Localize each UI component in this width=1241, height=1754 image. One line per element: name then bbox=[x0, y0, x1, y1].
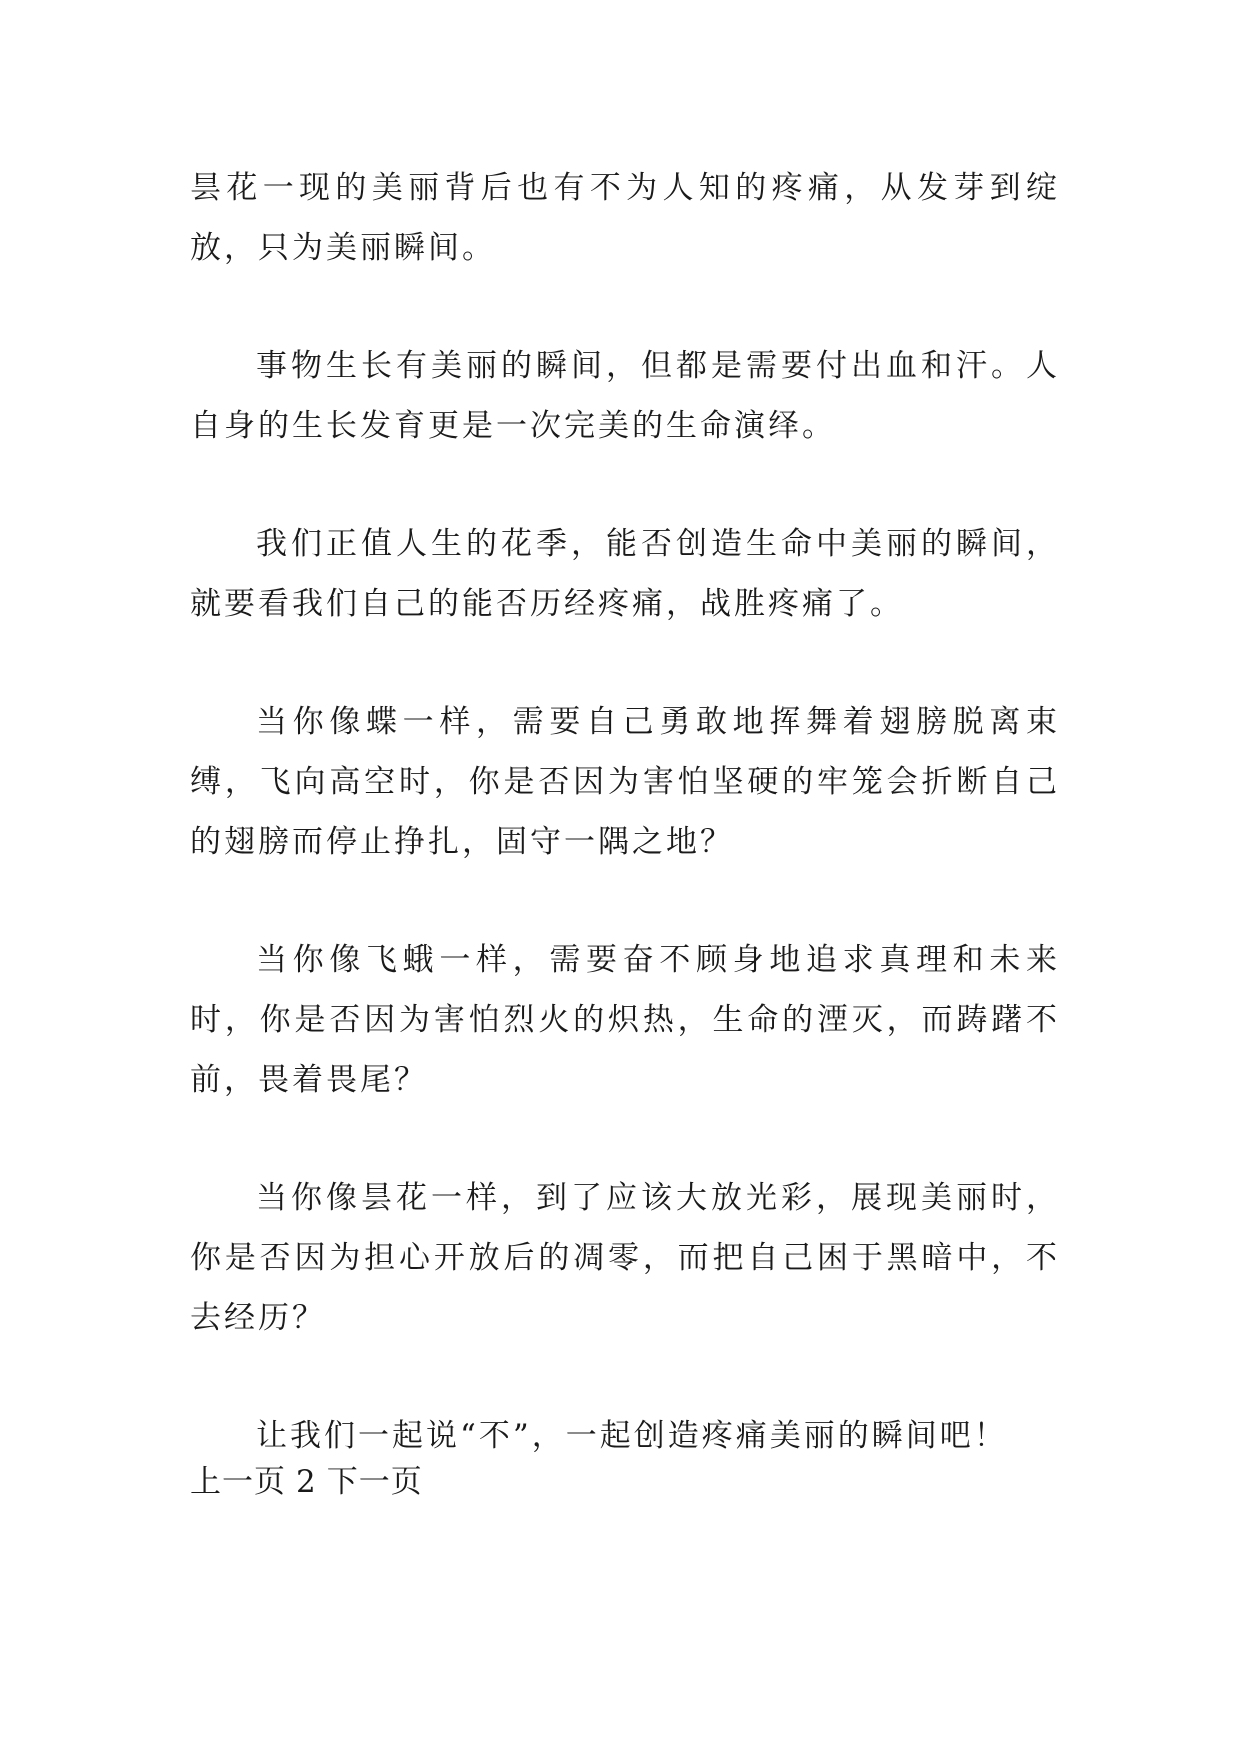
paragraph-spacer bbox=[190, 1110, 1060, 1168]
pagination bbox=[190, 1452, 433, 1512]
paragraph-spacer bbox=[190, 456, 1060, 514]
current-page-number: 2 bbox=[296, 1464, 317, 1500]
prev-page-link[interactable]: 上一页 bbox=[190, 1464, 286, 1500]
paragraph-spacer bbox=[190, 872, 1060, 930]
paragraph-spacer bbox=[190, 278, 1060, 336]
paragraph-2: 事物生长有美丽的瞬间，但都是需要付出血和汗。人自身的生长发育更是一次完美的生命演绎。 bbox=[190, 348, 1060, 444]
paragraph-spacer bbox=[190, 1348, 1060, 1406]
paragraph-6: 当你像昙花一样，到了应该大放光彩，展现美丽时，你是否因为担心开放后的凋零，而把自己困于黑暗中，不去经历？ bbox=[190, 1180, 1060, 1336]
paragraph-spacer bbox=[190, 634, 1060, 692]
paragraph-1: 昙花一现的美丽背后也有不为人知的疼痛，从发芽到绽放，只为美丽瞬间。 bbox=[190, 170, 1060, 266]
paragraph-5: 当你像飞蛾一样，需要奋不顾身地追求真理和未来时，你是否因为害怕烈火的炽热，生命的湮灭，而踌躇不前，畏着畏尾？ bbox=[190, 942, 1060, 1098]
paragraph-3: 我们正值人生的花季，能否创造生命中美丽的瞬间，就要看我们自己的能否历经疼痛，战胜疼痛了。 bbox=[190, 526, 1060, 622]
next-page-link[interactable]: 下一页 bbox=[326, 1464, 423, 1500]
document-body bbox=[190, 158, 1060, 1466]
paragraph-4: 当你像蝶一样，需要自己勇敢地挥舞着翅膀脱离束缚，飞向高空时，你是否因为害怕坚硬的牢笼会折断自己的翅膀而停止挣扎，固守一隅之地？ bbox=[190, 704, 1060, 860]
paragraph-7: 让我们一起说“不”，一起创造疼痛美丽的瞬间吧！ bbox=[256, 1418, 1008, 1454]
